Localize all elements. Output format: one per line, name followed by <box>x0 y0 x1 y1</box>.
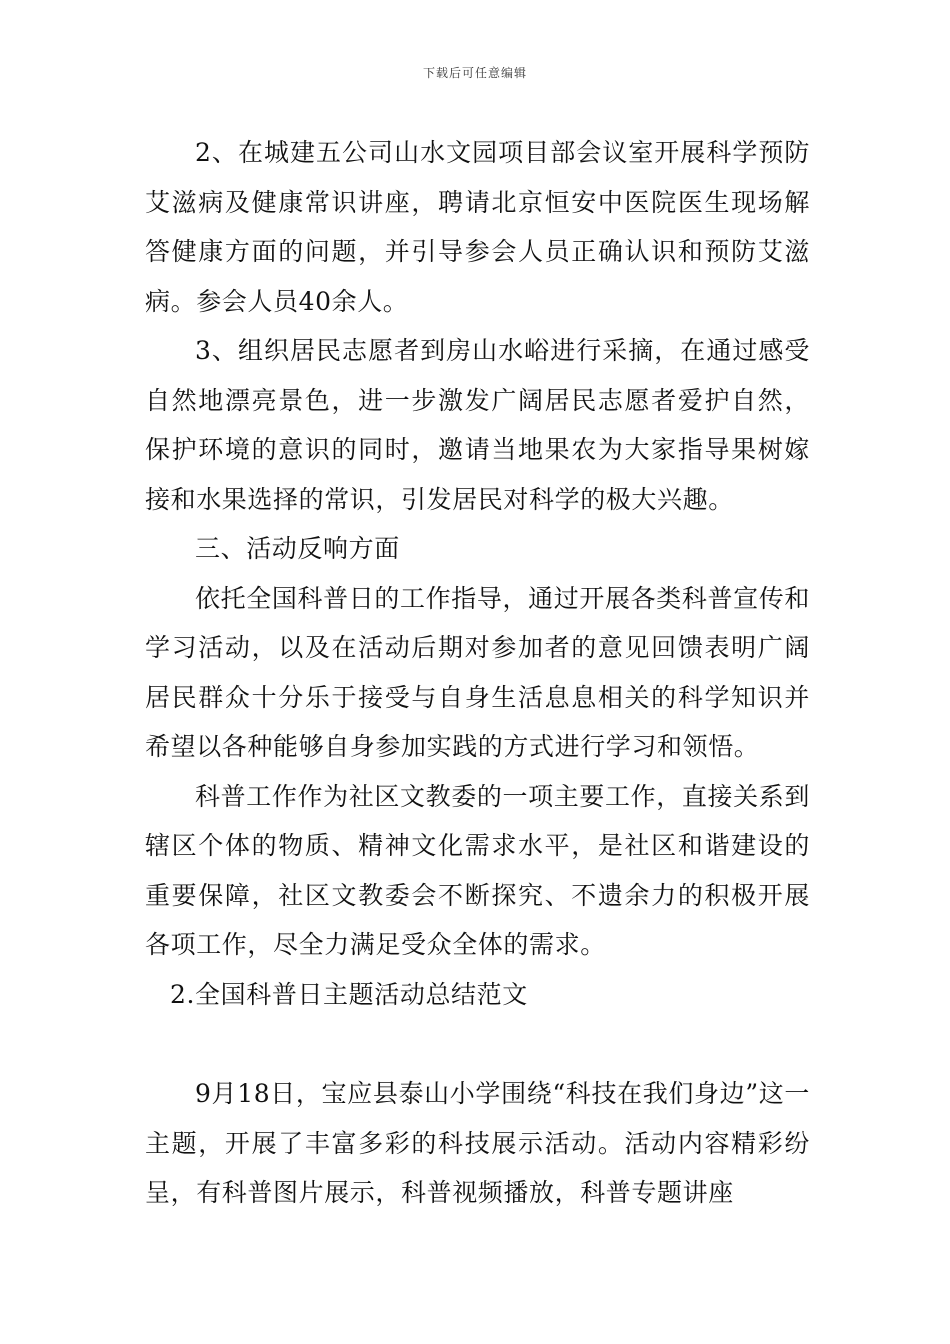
paragraph-response: 依托全国科普日的工作指导，通过开展各类科普宣传和学习活动，以及在活动后期对参加者的意见回馈表明广阔居民群众十分乐于接受与自身生活息息相关的科学知识并希望以各种能够自身参加实践的方式进行学习和领悟。 <box>145 583 810 761</box>
header-note: 下载后可任意编辑 <box>422 66 527 80</box>
blank-gap <box>145 1019 810 1069</box>
section-title-2: 2.全国科普日主题活动总结范文 <box>170 979 528 1009</box>
document-body <box>145 128 810 1218</box>
paragraph-work-summary: 科普工作作为社区文教委的一项主要工作，直接关系到辖区个体的物质、精神文化需求水平，是社区和谐建设的重要保障，社区文教委会不断探究、不遗余力的积极开展各项工作，尽全力满足受众全体的需求。 <box>145 781 810 959</box>
section-heading-activity-response: 三、活动反响方面 <box>195 534 400 563</box>
paragraph-item-3: 3、组织居民志愿者到房山水峪进行采摘，在通过感受自然地漂亮景色，进一步激发广阔居民志愿者爱护自然，保护环境的意识的同时，邀请当地果农为大家指导果树嫁接和水果选择的常识，引发居民对科学的极大兴趣。 <box>145 336 810 514</box>
paragraph-sept-18: 9月18日，宝应县泰山小学围绕“科技在我们身边”这一主题，开展了丰富多彩的科技展示活动。活动内容精彩纷呈，有科普图片展示，科普视频播放，科普专题讲座 <box>145 1079 810 1207</box>
paragraph-item-2: 2、在城建五公司山水文园项目部会议室开展科学预防艾滋病及健康常识讲座，聘请北京恒安中医院医生现场解答健康方面的问题，并引导参会人员正确认识和预防艾滋病。参会人员40余人。 <box>145 138 810 316</box>
